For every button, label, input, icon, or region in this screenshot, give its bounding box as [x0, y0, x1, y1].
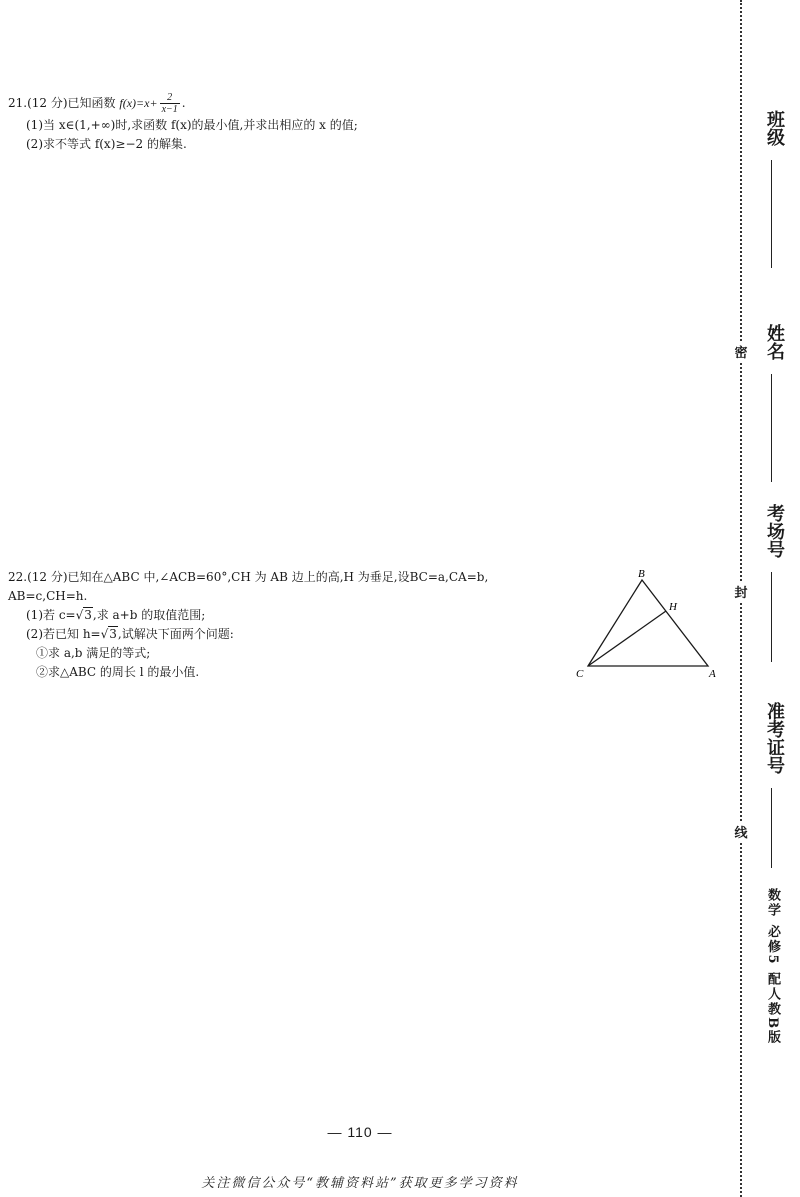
seal-mark-feng: 封	[732, 582, 750, 601]
page-number: — 110 —	[327, 1124, 393, 1140]
fraction-numerator: 2	[160, 92, 180, 104]
question-22-sub-2: ②求△ABC 的周长 l 的最小值.	[36, 665, 200, 679]
triangle-figure	[572, 566, 722, 684]
field-name-label: 姓名	[764, 324, 785, 360]
sqrt-symbol: √3	[75, 608, 92, 622]
seal-mark-mi: 密	[732, 342, 750, 361]
field-ticket-number-label: 准考证号	[764, 702, 785, 774]
radicand: 3	[84, 608, 92, 622]
sqrt-symbol: √3	[100, 627, 117, 641]
question-22-stem-line-2: AB=c,CH=h.	[8, 589, 88, 603]
question-22-part-2-a: (2)若已知 h=	[26, 627, 101, 641]
subject-info: 数学 必修5 配人教B版	[765, 888, 780, 1046]
question-22-part-1-a: (1)若 c=	[26, 608, 76, 622]
field-class	[760, 96, 784, 268]
question-21-part-2: (2)求不等式 f(x)≥−2 的解集.	[26, 137, 187, 151]
question-22-sub-1: ①求 a,b 满足的等式;	[36, 646, 151, 660]
question-22-part-1	[8, 606, 488, 625]
field-name	[760, 310, 784, 482]
field-class-label: 班级	[764, 110, 785, 146]
question-21-part-1: (1)当 x∈(1,+∞)时,求函数 f(x)的最小值,并求出相应的 x 的值;	[26, 118, 358, 132]
fraction-denominator: x−1	[161, 104, 178, 115]
question-21-function: f(x)=x+	[119, 96, 158, 110]
question-22-part-2-b: ,试解决下面两个问题:	[117, 627, 234, 641]
question-22	[8, 568, 488, 682]
question-21-lead: 21.(12 分)已知函数	[8, 96, 116, 110]
question-22-part-1-b: ,求 a+b 的取值范围;	[92, 608, 206, 622]
question-21-end: .	[181, 96, 186, 110]
question-21	[8, 92, 358, 154]
altitude-ch	[588, 611, 666, 666]
radicand: 3	[109, 627, 117, 641]
field-ticket-number-line	[771, 788, 772, 868]
field-exam-room-line	[771, 572, 772, 662]
vertex-label-a: A	[709, 668, 716, 680]
field-exam-room-label: 考场号	[764, 504, 785, 558]
question-21-stem	[8, 92, 358, 116]
seal-mark-xian: 线	[732, 822, 750, 841]
field-ticket-number	[760, 688, 784, 868]
question-21-fraction	[160, 92, 180, 115]
vertex-label-h: H	[669, 601, 677, 613]
field-name-line	[771, 374, 772, 482]
question-22-stem-line-1: 22.(12 分)已知在△ABC 中,∠ACB=60°,CH 为 AB 边上的高,H 为垂足,设BC=a,CA=b,	[8, 570, 489, 584]
footer-note: 关注微信公众号“教辅资料站”获取更多学习资料	[201, 1176, 519, 1191]
field-class-line	[771, 160, 772, 268]
question-22-part-2	[8, 625, 488, 644]
vertex-label-c: C	[576, 668, 584, 680]
vertex-label-b: B	[638, 568, 645, 580]
field-exam-room	[760, 490, 784, 662]
